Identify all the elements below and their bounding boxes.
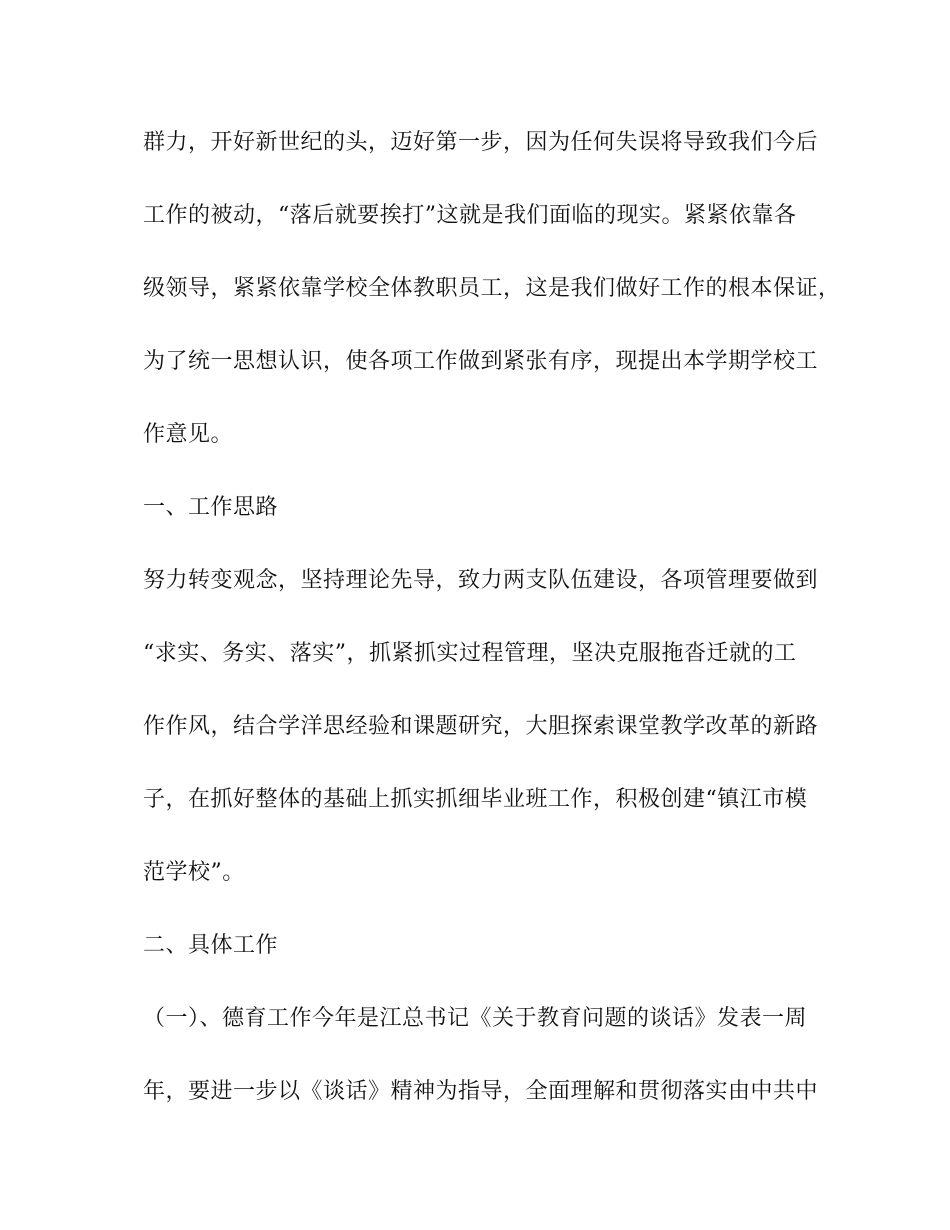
paragraph-line: 群力，开好新世纪的头，迈好第一步，因为任何失误将导致我们今后 [143, 130, 819, 155]
paragraph-line: （一）、德育工作今年是江总书记《关于教育问题的谈话》发表一周 [143, 1006, 808, 1031]
section-heading: 一、工作思路 [143, 495, 279, 520]
paragraph-line: 作作风，结合学洋思经验和课题研究，大胆探索课堂教学改革的新路 [143, 714, 819, 739]
paragraph-line: 子，在抓好整体的基础上抓实抓细毕业班工作，积极创建“镇江市模 [143, 787, 808, 812]
paragraph-line: 作意见。 [143, 422, 234, 447]
paragraph-line: 级领导，紧紧依靠学校全体教职员工，这是我们做好工作的根本保证， [143, 276, 841, 301]
paragraph-line: 范学校”。 [143, 860, 245, 885]
section-heading: 二、具体工作 [143, 933, 279, 958]
paragraph-line: 为了统一思想认识，使各项工作做到紧张有序，现提出本学期学校工 [143, 349, 819, 374]
paragraph-line: 工作的被动，“落后就要挨打”这就是我们面临的现实。紧紧依靠各 [143, 203, 797, 228]
paragraph-line: “求实、务实、落实”，抓紧抓实过程管理，坚决克服拖沓迁就的工 [143, 641, 797, 666]
paragraph-line: 年，要进一步以《谈话》精神为指导，全面理解和贯彻落实由中共中 [143, 1079, 819, 1104]
paragraph-line: 努力转变观念，坚持理论先导，致力两支队伍建设，各项管理要做到 [143, 568, 819, 593]
